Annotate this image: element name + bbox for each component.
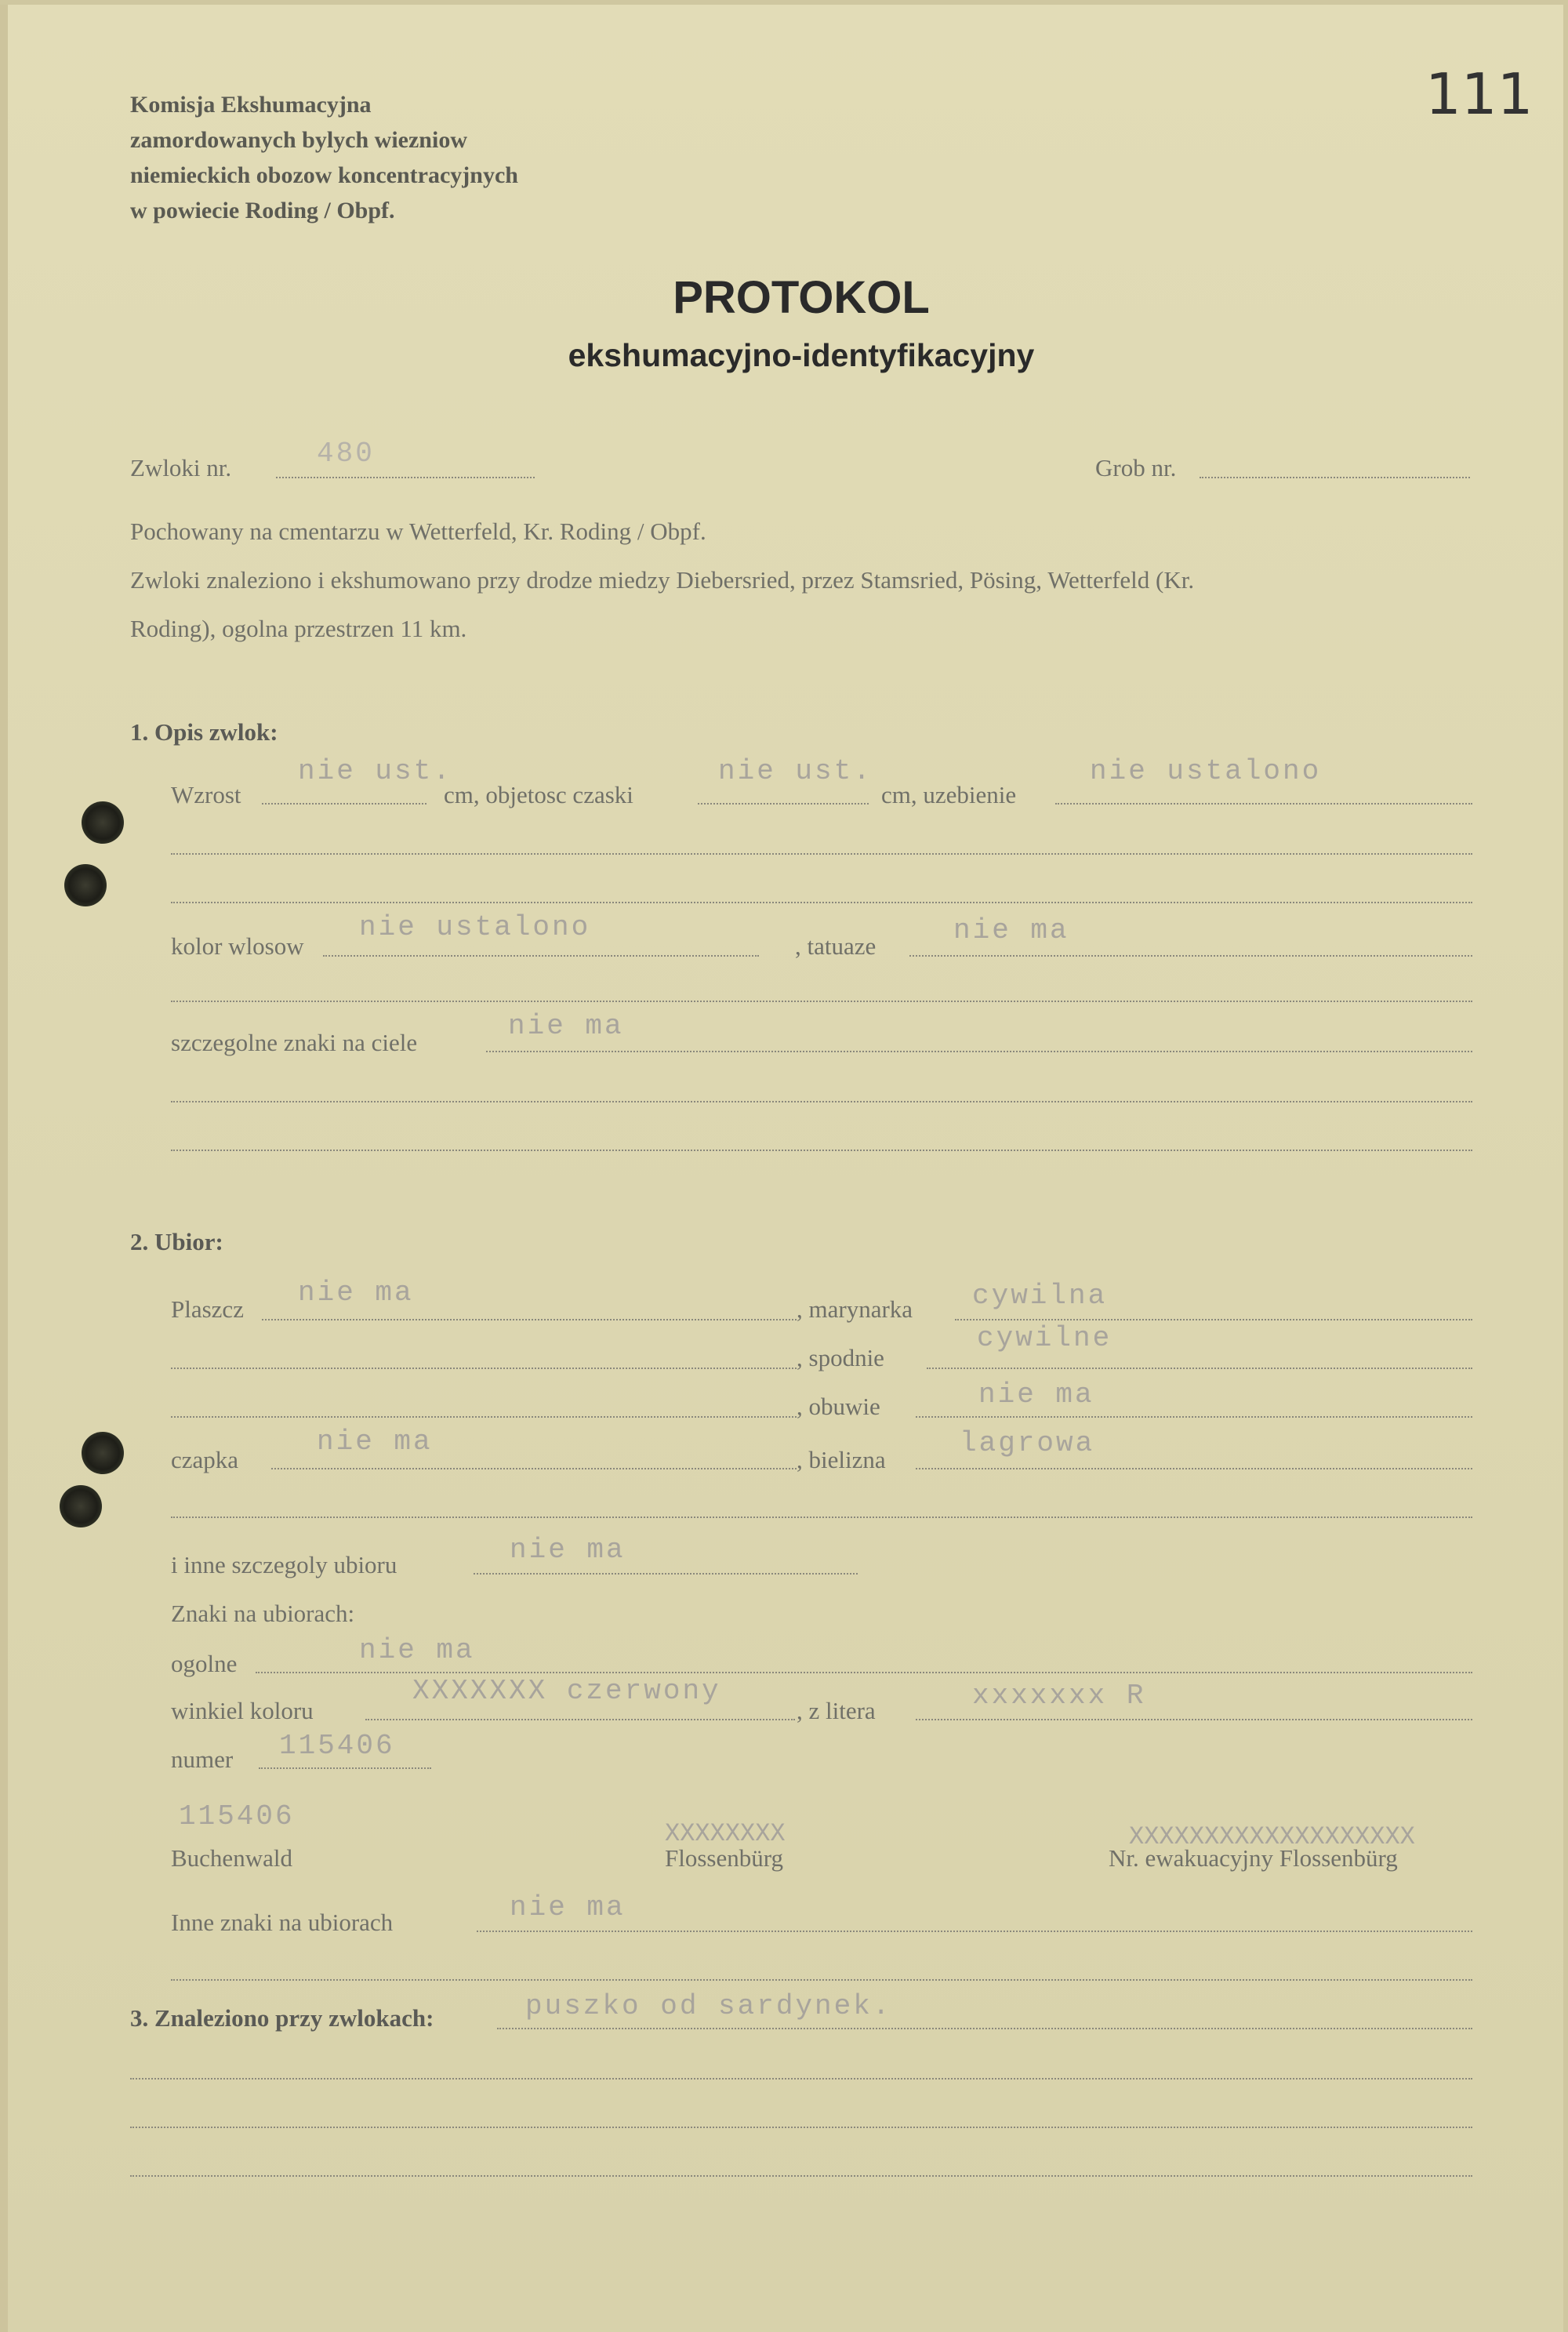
numer-label: numer	[171, 1745, 234, 1773]
zwloki-value: 480	[317, 438, 375, 470]
blank-line	[171, 1368, 797, 1369]
uzebienie-value: nie ustalono	[1090, 755, 1322, 787]
numer-line	[259, 1767, 431, 1769]
szczegolne-znaki-value: nie ma	[508, 1010, 624, 1042]
blank-line	[171, 1001, 1472, 1002]
burial-line-1: Pochowany na cmentarzu w Wetterfeld, Kr. Roding / Obpf.	[130, 518, 706, 545]
czapka-label: czapka	[171, 1446, 239, 1473]
kolor-line	[323, 955, 759, 957]
uzebienie-label: cm, uzebienie	[881, 781, 1017, 808]
obuwie-value: nie ma	[978, 1378, 1094, 1411]
inne-szczegoly-value: nie ma	[510, 1534, 626, 1566]
section-1-heading: 1. Opis zwlok:	[130, 718, 278, 746]
grob-label: Grob nr.	[1095, 454, 1177, 481]
blank-line	[130, 2078, 1472, 2080]
ogolne-line	[256, 1672, 1472, 1673]
wzrost-line	[262, 803, 426, 805]
obuwie-line	[916, 1416, 1472, 1418]
tatuaze-value: nie ma	[953, 914, 1069, 946]
page-number: 111	[1425, 61, 1534, 127]
z-litera-line	[916, 1719, 1472, 1720]
section-3-heading: 3. Znaleziono przy zwlokach:	[130, 2004, 434, 2032]
inne-szczegoly-label: i inne szczegoly ubioru	[171, 1551, 397, 1578]
blank-line	[171, 1416, 797, 1418]
znaki-na-ubiorach-label: Znaki na ubiorach:	[171, 1600, 355, 1627]
blank-line	[130, 2127, 1472, 2128]
marynarka-line	[955, 1319, 1472, 1320]
blank-line	[171, 853, 1472, 855]
blank-line	[171, 1150, 1472, 1151]
plaszcz-label: Plaszcz	[171, 1295, 244, 1323]
plaszcz-line	[262, 1319, 797, 1320]
z-litera-value: xxxxxxx R	[972, 1680, 1146, 1712]
uzebienie-line	[1055, 803, 1472, 805]
header-line-4: w powiecie Roding / Obpf.	[130, 198, 395, 223]
plaszcz-value: nie ma	[298, 1277, 414, 1309]
punch-hole	[82, 801, 124, 844]
tatuaze-label: , tatuaze	[795, 932, 877, 960]
czaszka-value: nie ust.	[718, 755, 873, 787]
ogolne-label: ogolne	[171, 1650, 238, 1677]
blank-line	[171, 1101, 1472, 1102]
punch-hole	[60, 1485, 102, 1527]
winkiel-line	[365, 1719, 795, 1720]
spodnie-line	[927, 1368, 1472, 1369]
obuwie-label: , obuwie	[797, 1393, 880, 1420]
section-3-line	[497, 2028, 1472, 2029]
top-paper-edge	[0, 0, 1568, 5]
z-litera-label: , z litera	[797, 1697, 876, 1724]
nr-ewakuacyjny-strikeout: XXXXXXXXXXXXXXXXXXX	[1129, 1822, 1415, 1851]
punch-hole	[64, 864, 107, 906]
winkiel-label: winkiel koloru	[171, 1697, 314, 1724]
blank-line	[171, 902, 1472, 903]
section-3-value: puszko od sardynek.	[525, 1990, 892, 2022]
blank-line	[171, 1979, 1472, 1981]
flossenburg-strikeout: XXXXXXXX	[665, 1819, 786, 1848]
winkiel-value: XXXXXXX czerwony	[412, 1675, 721, 1707]
kolor-wlosow-label: kolor wlosow	[171, 932, 304, 960]
bielizna-value: lagrowa	[960, 1427, 1095, 1459]
numer-value-second: 115406	[179, 1800, 295, 1833]
tatuaze-line	[909, 955, 1472, 957]
ogolne-value: nie ma	[359, 1634, 475, 1666]
document-title: PROTOKOL	[673, 272, 930, 323]
czapka-line	[271, 1468, 797, 1469]
blank-line	[130, 2175, 1472, 2177]
kolor-wlosow-value: nie ustalono	[359, 911, 591, 943]
czapka-value: nie ma	[317, 1426, 433, 1458]
marynarka-value: cywilna	[972, 1280, 1108, 1312]
spodnie-value: cywilne	[977, 1322, 1112, 1354]
document-subtitle: ekshumacyjno-identyfikacyjny	[568, 337, 1035, 373]
section-2-heading: 2. Ubior:	[130, 1228, 223, 1255]
inne-znaki-line	[477, 1931, 1472, 1932]
zwloki-label: Zwloki nr.	[130, 454, 232, 481]
znaki-line	[486, 1051, 1472, 1052]
spodnie-label: , spodnie	[797, 1344, 884, 1371]
burial-line-2: Zwloki znaleziono i ekshumowano przy drodze miedzy Diebersried, przez Stamsried, Pösing, Wetterfeld (Kr.	[130, 566, 1195, 594]
objetosc-label: cm, objetosc czaski	[444, 781, 633, 808]
blank-line	[171, 1517, 1472, 1518]
inne-szczegoly-line	[474, 1573, 858, 1575]
numer-value: 115406	[279, 1730, 395, 1762]
inne-znaki-label: Inne znaki na ubiorach	[171, 1909, 394, 1936]
header-line-1: Komisja Ekshumacyjna	[130, 92, 372, 118]
flossenburg-label: Flossenbürg	[665, 1844, 784, 1872]
header-line-2: zamordowanych bylych wiezniow	[130, 127, 467, 153]
czaszka-line	[698, 803, 869, 805]
marynarka-label: , marynarka	[797, 1295, 913, 1323]
szczegolne-znaki-label: szczegolne znaki na ciele	[171, 1029, 418, 1056]
wzrost-value: nie ust.	[298, 755, 452, 787]
nr-ewakuacyjny-label: Nr. ewakuacyjny Flossenbürg	[1109, 1844, 1398, 1872]
punch-hole	[82, 1432, 124, 1474]
bielizna-line	[916, 1468, 1472, 1469]
wzrost-label: Wzrost	[171, 781, 241, 808]
zwloki-line	[276, 477, 535, 478]
bielizna-label: , bielizna	[797, 1446, 886, 1473]
buchenwald-label: Buchenwald	[171, 1844, 292, 1872]
grob-line	[1200, 477, 1470, 478]
inne-znaki-value: nie ma	[510, 1891, 626, 1923]
header-line-3: niemieckich obozow koncentracyjnych	[130, 162, 518, 188]
burial-line-3: Roding), ogolna przestrzen 11 km.	[130, 615, 467, 642]
